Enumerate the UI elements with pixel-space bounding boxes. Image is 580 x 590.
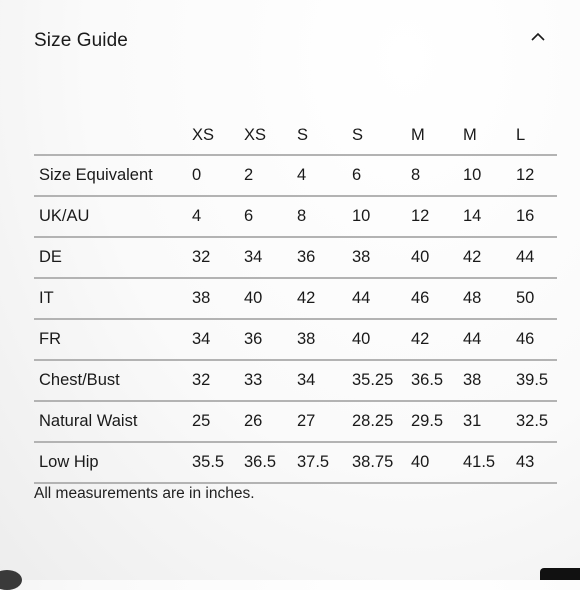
table-cell: 33 (244, 371, 263, 389)
table-cell: 16 (516, 207, 535, 225)
table-cell: 41.5 (463, 453, 496, 471)
table-cell: 32.5 (516, 412, 549, 430)
table-row (34, 237, 557, 278)
size-guide-header[interactable] (34, 30, 546, 60)
table-cell: 4 (192, 207, 202, 225)
table-header-row (34, 117, 557, 155)
table-cell: 38 (192, 289, 211, 307)
row-label: DE (39, 248, 62, 266)
row-label: IT (39, 289, 54, 307)
table-row (34, 319, 557, 360)
table-cell: 39.5 (516, 371, 549, 389)
table-cell: 12 (411, 207, 430, 225)
column-header: M (411, 126, 425, 144)
table-cell: 38 (463, 371, 482, 389)
table-cell: 27 (297, 412, 316, 430)
corner-shape-left (0, 570, 22, 590)
chevron-up-icon (531, 32, 545, 41)
table-cell: 8 (297, 207, 307, 225)
table-cell: 10 (352, 207, 371, 225)
table-cell: 29.5 (411, 412, 444, 430)
row-label: Size Equivalent (39, 166, 153, 184)
table-cell: 0 (192, 166, 202, 184)
table-cell: 36 (244, 330, 263, 348)
measurement-note: All measurements are in inches. (34, 485, 255, 502)
table-cell: 40 (352, 330, 371, 348)
table-cell: 48 (463, 289, 482, 307)
table-cell: 38 (297, 330, 316, 348)
column-header: L (516, 126, 526, 144)
table-cell: 50 (516, 289, 535, 307)
table-cell: 43 (516, 453, 535, 471)
table-cell: 4 (297, 166, 307, 184)
table-cell: 36.5 (411, 371, 444, 389)
table-cell: 36 (297, 248, 316, 266)
table-cell: 38.75 (352, 453, 394, 471)
table-cell: 12 (516, 166, 535, 184)
table-cell: 37.5 (297, 453, 330, 471)
table-cell: 28.25 (352, 412, 394, 430)
column-header: S (352, 126, 364, 144)
table-cell: 38 (352, 248, 371, 266)
row-label: Low Hip (39, 453, 99, 471)
table-cell: 34 (297, 371, 316, 389)
table-cell: 35.5 (192, 453, 225, 471)
table-cell: 44 (463, 330, 482, 348)
row-label: Natural Waist (39, 412, 138, 430)
table-row (34, 442, 557, 483)
table-cell: 34 (244, 248, 263, 266)
table-cell: 42 (297, 289, 316, 307)
table-cell: 36.5 (244, 453, 277, 471)
table-cell: 32 (192, 371, 211, 389)
table-cell: 46 (411, 289, 430, 307)
table-cell: 44 (516, 248, 535, 266)
table-row (34, 278, 557, 319)
table-cell: 34 (192, 330, 211, 348)
table-cell: 35.25 (352, 371, 394, 389)
row-label: UK/AU (39, 207, 90, 225)
corner-shape-right (540, 568, 580, 580)
column-header (34, 117, 192, 155)
row-label: Chest/Bust (39, 371, 120, 389)
table-cell: 40 (244, 289, 263, 307)
row-label: FR (39, 330, 61, 348)
table-cell: 10 (463, 166, 482, 184)
size-table (34, 117, 557, 484)
table-row (34, 401, 557, 442)
table-cell: 25 (192, 412, 211, 430)
table-cell: 46 (516, 330, 535, 348)
column-header: XS (244, 126, 267, 144)
table-cell: 26 (244, 412, 263, 430)
table-cell: 2 (244, 166, 254, 184)
column-header: M (463, 126, 477, 144)
collapse-button[interactable] (526, 24, 550, 48)
page-title: Size Guide (34, 30, 128, 51)
table-cell: 40 (411, 248, 430, 266)
table-cell: 6 (244, 207, 254, 225)
column-header: S (297, 126, 309, 144)
table-cell: 44 (352, 289, 371, 307)
table-cell: 8 (411, 166, 421, 184)
table-row (34, 196, 557, 237)
table-cell: 42 (463, 248, 482, 266)
table-cell: 42 (411, 330, 430, 348)
table-cell: 40 (411, 453, 430, 471)
column-header: XS (192, 126, 215, 144)
table-row (34, 155, 557, 196)
table-cell: 32 (192, 248, 211, 266)
table-cell: 6 (352, 166, 362, 184)
table-cell: 14 (463, 207, 482, 225)
table-row (34, 360, 557, 401)
table-cell: 31 (463, 412, 482, 430)
